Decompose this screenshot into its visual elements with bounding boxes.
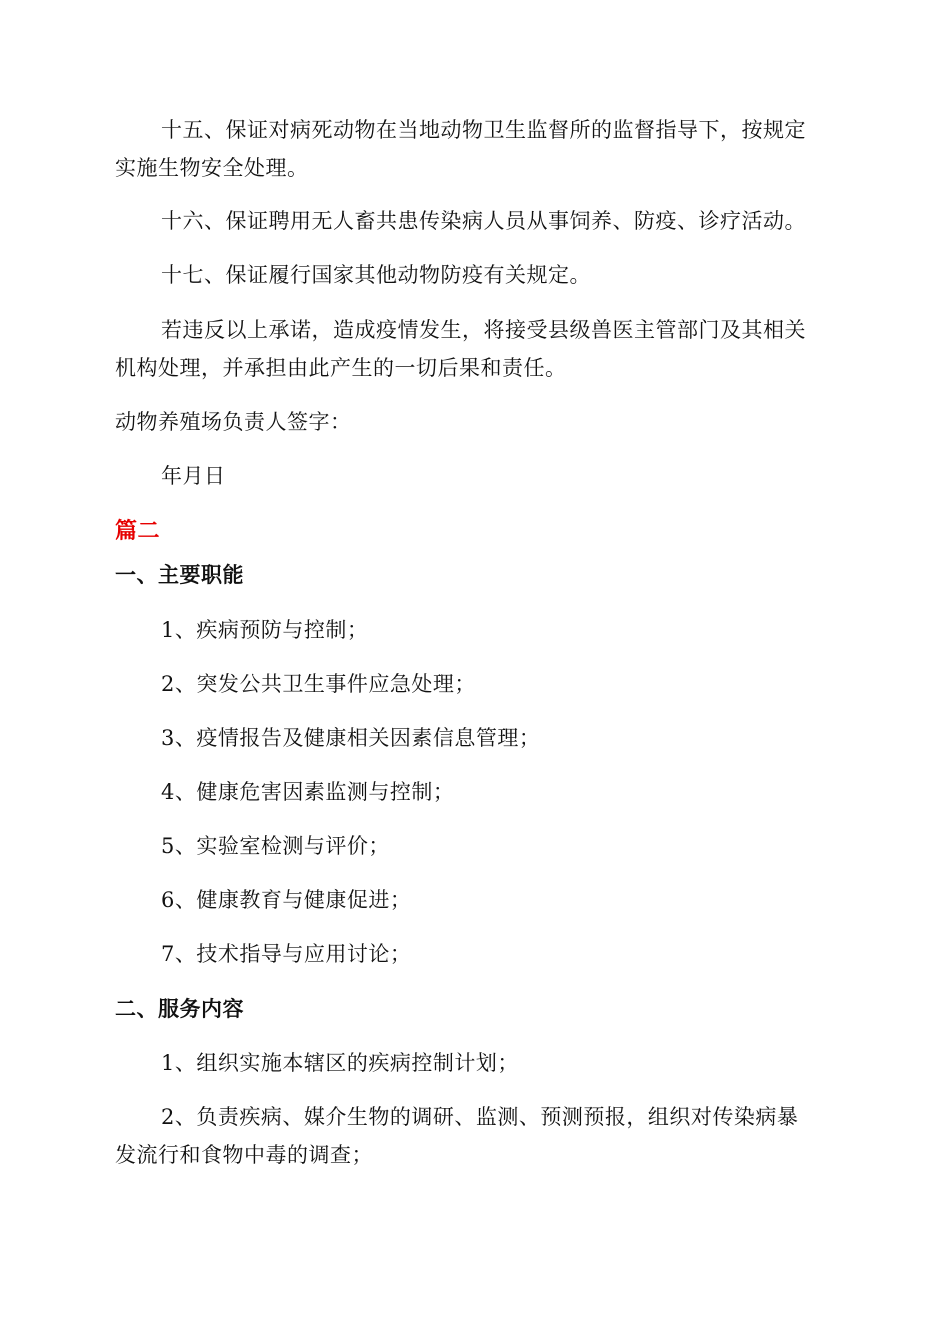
- service-item-2-line-1: 2、负责疾病、媒介生物的调研、监测、预测预报，组织对传染病暴: [161, 1105, 799, 1129]
- services-heading: 二、服务内容: [115, 996, 244, 1021]
- function-item-3: 3、疫情报告及健康相关因素信息管理；: [161, 726, 541, 750]
- function-item-6: 6、健康教育与健康促进；: [161, 888, 412, 912]
- violation-paragraph-line-1: 若违反以上承诺，造成疫情发生，将接受县级兽医主管部门及其相关: [161, 318, 806, 342]
- paragraph-15-line-1: 十五、保证对病死动物在当地动物卫生监督所的监督指导下，按规定: [161, 118, 806, 142]
- service-item-1: 1、组织实施本辖区的疾病控制计划；: [161, 1051, 519, 1075]
- paragraph-15-line-2: 实施生物安全处理。: [115, 156, 309, 180]
- date-line: 年月日: [161, 464, 226, 488]
- service-item-2-line-2: 发流行和食物中毒的调查；: [115, 1143, 373, 1167]
- function-item-2: 2、突发公共卫生事件应急处理；: [161, 672, 476, 696]
- function-item-1: 1、疾病预防与控制；: [161, 618, 369, 642]
- function-item-4: 4、健康危害因素监测与控制；: [161, 780, 455, 804]
- violation-paragraph-line-2: 机构处理，并承担由此产生的一切后果和责任。: [115, 356, 567, 380]
- function-item-5: 5、实验室检测与评价；: [161, 834, 390, 858]
- paragraph-17: 十七、保证履行国家其他动物防疫有关规定。: [161, 263, 591, 287]
- functions-heading: 一、主要职能: [115, 562, 244, 587]
- part-two-title: 篇二: [115, 518, 161, 544]
- signature-line: 动物养殖场负责人签字：: [115, 410, 352, 434]
- function-item-7: 7、技术指导与应用讨论；: [161, 942, 412, 966]
- paragraph-16: 十六、保证聘用无人畜共患传染病人员从事饲养、防疫、诊疗活动。: [161, 209, 806, 233]
